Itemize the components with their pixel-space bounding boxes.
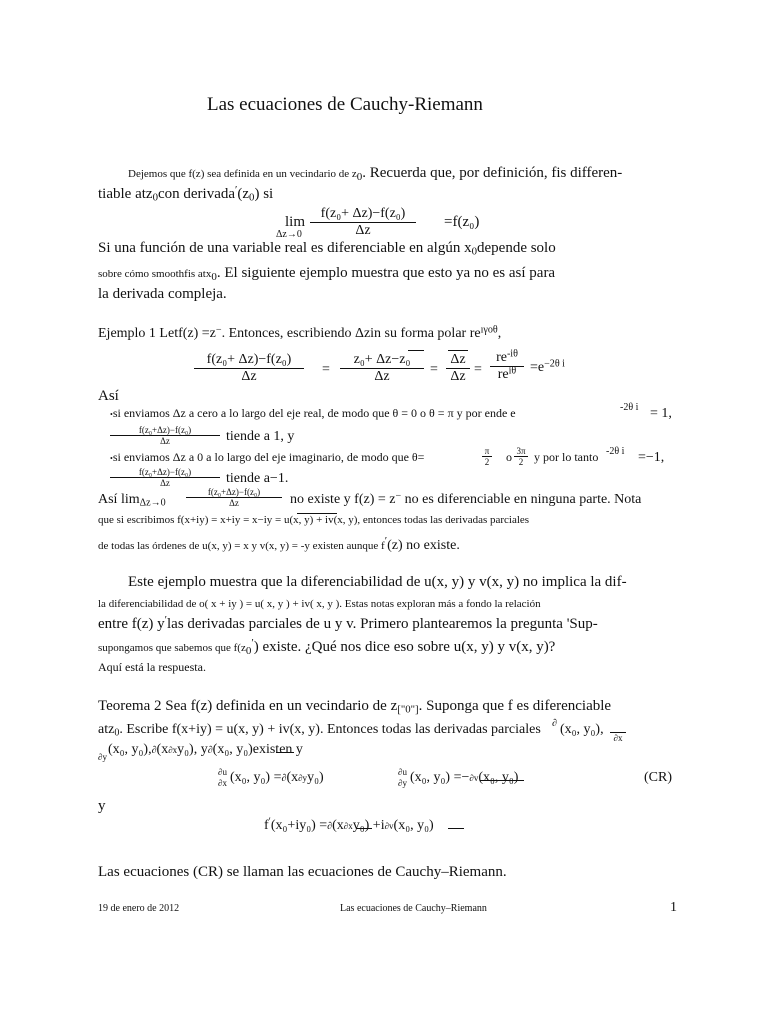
theorem-line2-tail: (x₀, y₀), xyxy=(560,722,604,737)
bullet-1-exponent: -2θ i xyxy=(620,402,639,413)
conclusion-line1-b: no existe y f(z) = z− no es diferenciable en ninguna parte. Nota xyxy=(290,490,642,507)
derivative-formula: f′(x₀+iy₀) =∂(x∂xy₀) +i∂v(x₀, y₀) xyxy=(264,816,434,833)
para1-line5: la derivada compleja. xyxy=(98,286,227,302)
bullet-icon: • xyxy=(110,410,113,419)
para1-line3: Si una función de una variable real es diferenciable en algún $x_0depende$ solo xyxy=(98,240,556,258)
bullet-2-therefore: y por lo tanto xyxy=(534,450,599,464)
limit-numerator: f(z₀+ Δz)−f(z₀) xyxy=(320,206,406,221)
para2-line2: la diferenciabilidad de o( x + iy ) = u( x, y ) + iv( x, y ). Estas notas exploran más a fondo la relación xyxy=(98,598,541,610)
bullet-2-fraction: f(z₀+Δz)−f(z₀) Δz xyxy=(110,467,220,488)
bullet-2-exponent: -2θ i xyxy=(606,446,625,457)
limit-word: lim xyxy=(285,214,306,230)
cr-right: (x₀, y₀) =−∂v(x₀, y₀) xyxy=(410,770,519,785)
conjugate-bar xyxy=(408,350,424,351)
para2-line4: supongamos que sabemos que $f(z_0')$ existe. ¿Qué nos dice eso sobre u(x, y) y v(x, y)? xyxy=(98,637,556,657)
para1-line4: sobre cómo smoothfis atx$_0$. El siguiente ejemplo muestra que esto ya no es así para xyxy=(98,265,556,283)
conclusion-line3: de todas las órdenes de u(x, y) = x y v(x, y) = -y existen aunque f′(z) no existe. xyxy=(98,535,460,553)
cr-right-du: ∂u xyxy=(398,767,407,777)
bullet-2-tail: tiende a−1. xyxy=(226,471,289,486)
footer-title: Las ecuaciones de Cauchy–Riemann xyxy=(340,903,487,914)
example-fraction-1: f(z₀+ Δz)−f(z₀) Δz xyxy=(194,352,304,385)
theorem-line2: atz$_0$. Escribe f(x+iy) = u(x, y) + iv(x, y). Entonces todas las derivadas parciales xyxy=(98,722,541,739)
cr-left: (x₀, y₀) =∂(x∂yy₀) xyxy=(230,770,324,785)
example-fraction-2: z₀+ Δz−z₀ Δz xyxy=(340,352,424,385)
asi-label: Así xyxy=(98,388,119,404)
example-equals-3: = xyxy=(474,362,482,377)
cr-right-strike xyxy=(480,780,524,781)
conclusion-line1-a: Así $\lim_{\Delta z\to 0}$ xyxy=(98,492,166,509)
example-fraction-4: $re^{-i\theta}$ $re^{i\theta}$ xyxy=(490,350,524,383)
conjugate-bar-2 xyxy=(448,350,468,351)
bullet-2-pi-half: π 2 xyxy=(482,446,492,467)
bullet-1-result: = 1, xyxy=(650,406,672,421)
para2-line3: entre f(z) y′las derivadas parciales de u y v. Primero plantearemos la pregunta 'Sup- xyxy=(98,614,598,632)
theorem-line3: (x₀, y₀),∂(x∂xy₀), y∂(x₀, y₀)existen y xyxy=(108,742,303,757)
conclusion-line2: que si escribimos f(x+iy) = x+iy = x−iy = u(x, y) + iv(x, y), entonces todas las derivadas parciales xyxy=(98,514,530,526)
example-equals-2: = xyxy=(430,362,438,377)
limit-rhs: =f(z₀) xyxy=(444,214,480,230)
partial-u-symbol-1: ∂ xyxy=(552,718,557,729)
bullet-2: •si enviamos Δz a 0 a lo largo del eje imaginario, de modo que θ= xyxy=(110,450,425,464)
cr-right-dy: ∂y xyxy=(398,778,407,788)
partial-u-dy: ∂y xyxy=(98,752,107,762)
limit-subscript: Δz→0 xyxy=(276,229,302,240)
limit-fraction xyxy=(310,206,416,239)
theorem-y: y xyxy=(98,798,106,814)
para2-line5: Aquí está la respuesta. xyxy=(98,660,206,674)
bullet-2-result: =−1, xyxy=(638,450,665,465)
bullet-icon-2: • xyxy=(110,454,113,463)
footer-date: 19 de enero de 2012 xyxy=(98,903,180,914)
example-fraction-3: Δz Δz xyxy=(446,352,470,385)
cr-label: (CR) xyxy=(644,770,672,785)
bullet-2-three-pi-half: 3π 2 xyxy=(514,446,528,467)
bullet-2-or: o xyxy=(506,450,512,464)
limit-denominator: Δz xyxy=(355,223,371,238)
footer-page-number: 1 xyxy=(670,900,677,915)
example-rhs: $=e^{-2\theta i}$ xyxy=(530,358,565,375)
para1-line2: tiable atz$_0$con $derivada'(z_0)$ si xyxy=(98,184,274,204)
cr-left-du: ∂u xyxy=(218,767,227,777)
derivative-strike-2 xyxy=(448,828,464,829)
conclusion-fraction: f(z₀+Δz)−f(z₀) Δz xyxy=(186,487,282,508)
example-heading: Ejemplo 1 Letf(z) =z−. Entonces, escribiendo Δzin su forma polar $re^{ı\gamma o\theta}$, xyxy=(98,324,502,341)
para2-line1: Este ejemplo muestra que la diferenciabilidad de u(x, y) y v(x, y) no implica la dif- xyxy=(128,574,627,590)
theorem-closing: Las ecuaciones (CR) se llaman las ecuaciones de Cauchy–Riemann. xyxy=(98,864,507,880)
bullet-1-fraction: f(z₀+Δz)−f(z₀) Δz xyxy=(110,425,220,446)
conjugate-bar-3 xyxy=(297,513,337,514)
cr-left-dx: ∂x xyxy=(218,778,227,788)
theorem-line3-strike xyxy=(276,752,294,753)
theorem-line1: Teorema 2 Sea f(z) definida en un vecindario de $z_{["0"]}$. Suponga que f es diferenciable xyxy=(98,698,612,716)
page-title: Las ecuaciones de Cauchy-Riemann xyxy=(207,94,483,115)
derivative-strike xyxy=(356,828,372,829)
para1-line1: Dejemos que f(z) sea definida en un vecindario de $z_0$. Recuerda que, por definición, fis differen- xyxy=(128,165,623,183)
example-equals-1: = xyxy=(322,362,330,377)
bullet-1-tail: tiende a 1, y xyxy=(226,429,295,444)
bullet-1: •si enviamos Δz a cero a lo largo del eje real, de modo que θ = 0 o θ = π y por ende e xyxy=(110,406,516,420)
theorem-dx-frac: ∂x xyxy=(610,722,626,743)
